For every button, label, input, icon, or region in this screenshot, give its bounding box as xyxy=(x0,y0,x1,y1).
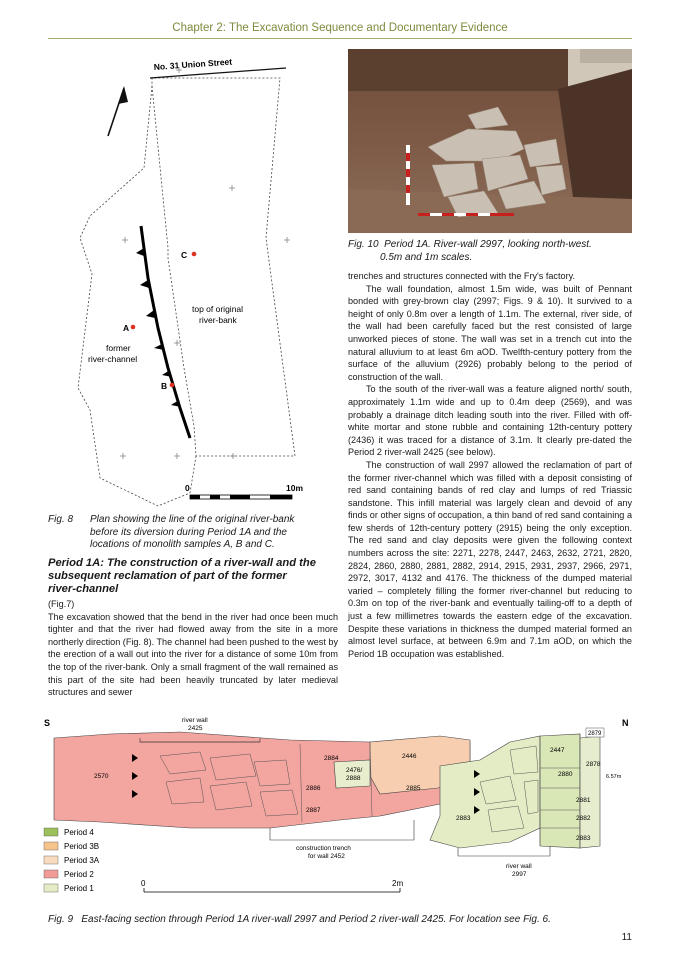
svg-text:Period 2: Period 2 xyxy=(64,870,94,879)
sample-c-label: C xyxy=(181,250,188,260)
svg-text:2879: 2879 xyxy=(588,731,602,737)
svg-text:0: 0 xyxy=(185,483,190,493)
right-paragraph-2: The wall foundation, almost 1.5m wide, was built of Pennant bonded with grey-brown clay (2997; Figs. 9 & 10). It survived to a height of only 0.8m over a length of 1.1m. The external, river side, of the wall had been carefully faced but the rest consisted of large unworked pieces of stone. The wall was set in a trench cut into the natural alluvium to at least 6m aOD. Twelfth-century pottery from the surface of the alluvium (2926) probably belong to the period of construction of the wall. xyxy=(348,283,632,382)
svg-text:2886: 2886 xyxy=(306,785,321,792)
svg-text:Period 3B: Period 3B xyxy=(64,842,100,851)
svg-text:2885: 2885 xyxy=(406,785,421,792)
svg-text:river wall: river wall xyxy=(182,717,208,724)
fig10-number: Fig. 10 xyxy=(348,239,379,250)
channel-label-1: former xyxy=(106,343,131,353)
svg-text:2882: 2882 xyxy=(576,815,591,822)
section-legend xyxy=(44,828,100,893)
right-column-text xyxy=(348,270,632,660)
svg-text:2m: 2m xyxy=(392,879,404,888)
svg-text:2887: 2887 xyxy=(306,807,321,814)
svg-text:2425: 2425 xyxy=(188,725,203,732)
riverbank-label-2: river-bank xyxy=(199,315,237,325)
fig10-line2: 0.5m and 1m scales. xyxy=(380,251,473,263)
page-number: 11 xyxy=(621,932,632,943)
svg-text:2476/: 2476/ xyxy=(346,767,363,774)
svg-text:Period 4: Period 4 xyxy=(64,828,94,837)
svg-text:2880: 2880 xyxy=(558,771,573,778)
fig9-number: Fig. 9 xyxy=(48,914,74,925)
street-label: No. 31 Union Street xyxy=(153,56,233,72)
fig7-reference: (Fig.7) xyxy=(48,599,75,609)
fig10-caption xyxy=(348,239,638,264)
svg-text:2446: 2446 xyxy=(402,753,417,760)
header-rule xyxy=(48,38,632,39)
svg-text:2997: 2997 xyxy=(512,871,527,878)
riverbank-label-1: top of original xyxy=(192,304,244,314)
section-scale-bar xyxy=(141,879,403,892)
right-paragraph-3: To the south of the river-wall was a feature aligned north/ south, approximately 1.1m wide and up to 0.4m deep (2569), and was probably a drainage ditch leading south into the river. Filled with off-white mortar and stone rubble and containing 12th-century pottery (2436) it was traced for a distance of 3.1m. It clearly pre-dated the Period 2 river-wall 2425 (see below). xyxy=(348,384,632,458)
channel-label-2: river-channel xyxy=(88,354,138,364)
chapter-header: Chapter 2: The Excavation Sequence and Documentary Evidence xyxy=(172,22,508,34)
fig9-text: East-facing section through Period 1A river-wall 2997 and Period 2 river-wall 2425. For location see Fig. 6. xyxy=(81,914,551,925)
svg-text:2883: 2883 xyxy=(576,835,591,842)
svg-text:2447: 2447 xyxy=(550,747,565,754)
north-arrow-icon xyxy=(108,86,128,136)
svg-text:Period 1: Period 1 xyxy=(64,884,94,893)
section-heading: Period 1A: The construction of a river-wall and the subsequent reclamation of part of the former river-channel xyxy=(48,557,316,595)
north-label: N xyxy=(622,718,629,728)
svg-text:2570: 2570 xyxy=(94,773,109,780)
svg-text:2883: 2883 xyxy=(456,815,471,822)
south-label: S xyxy=(44,718,51,728)
sample-a-label: A xyxy=(123,323,130,333)
svg-text:2888: 2888 xyxy=(346,775,361,782)
fig8-line1: Plan showing the line of the original river-bank xyxy=(90,514,295,525)
svg-text:2878: 2878 xyxy=(586,761,601,768)
right-paragraph-4: The construction of wall 2997 allowed the reclamation of part of the former river-channel which was filled with a deposit consisting of red sand containing bands of red clay and lumps of red Triassic sandstone. This infill material was largely clean and devoid of any finds or other signs of occupation, a thin band of red sand containing a few sherds of 12th-century pottery (2915) being the only exception. The red sand and clay deposits were given the following context numbers across the site: 2271, 2278, 2447, 2463, 2632, 2721, 2820, 2824, 2860, 2880, 2881, 2882, 2914, 2915, 2931, 2937, 2966, 2971, 2972, 3017, 4132 and 4176. The thickness of the dumped material varied – completely filling the former river-channel but reducing to 0.3m on top of the river-bank and eventually tailing-off to a depth of just a few millimetres towards the eastern edge of the excavation. Despite these variations in thickness the dumped material formed an almost level surface, at between 6.9m and 7.1m aOD, on which the Period 1B occupation was established. xyxy=(348,459,632,659)
svg-text:10m: 10m xyxy=(286,483,304,493)
svg-text:6.57m: 6.57m xyxy=(606,774,622,780)
svg-text:2884: 2884 xyxy=(324,755,339,762)
fig10-photo xyxy=(348,49,632,233)
fig10-line1: Period 1A. River-wall 2997, looking north-west. xyxy=(384,239,592,250)
svg-text:river wall: river wall xyxy=(506,863,532,870)
fig8-plan xyxy=(40,48,340,508)
fig8-caption xyxy=(48,514,338,552)
fig9-section xyxy=(40,716,640,916)
fig8-line3: locations of monolith samples A, B and C. xyxy=(90,539,275,550)
right-paragraph-1: trenches and structures connected with the Fry's factory. xyxy=(348,271,575,281)
left-paragraph: The excavation showed that the bend in the river had once been much tighter and that the river had flowed away from the site in a more northerly direction (Fig. 8). The channel had been pushed to the west by the erection of a wall out into the river for a distance of some 10m from the top of the river-bank. Only a small fragment of the wall remained as this part of the site had been heavily truncated by later medieval structures and sewer xyxy=(48,611,338,698)
svg-text:construction trench: construction trench xyxy=(296,845,351,852)
svg-text:2881: 2881 xyxy=(576,797,591,804)
svg-text:Period 3A: Period 3A xyxy=(64,856,100,865)
plan-scale-bar xyxy=(185,483,303,499)
svg-text:for wall 2452: for wall 2452 xyxy=(308,853,345,860)
fig8-line2: before its diversion during Period 1A and the xyxy=(90,526,287,538)
svg-text:0: 0 xyxy=(141,879,146,888)
fig9-caption xyxy=(48,914,648,927)
fig8-number: Fig. 8 xyxy=(48,514,74,525)
sample-b-label: B xyxy=(161,381,168,391)
left-column-text xyxy=(48,598,338,699)
